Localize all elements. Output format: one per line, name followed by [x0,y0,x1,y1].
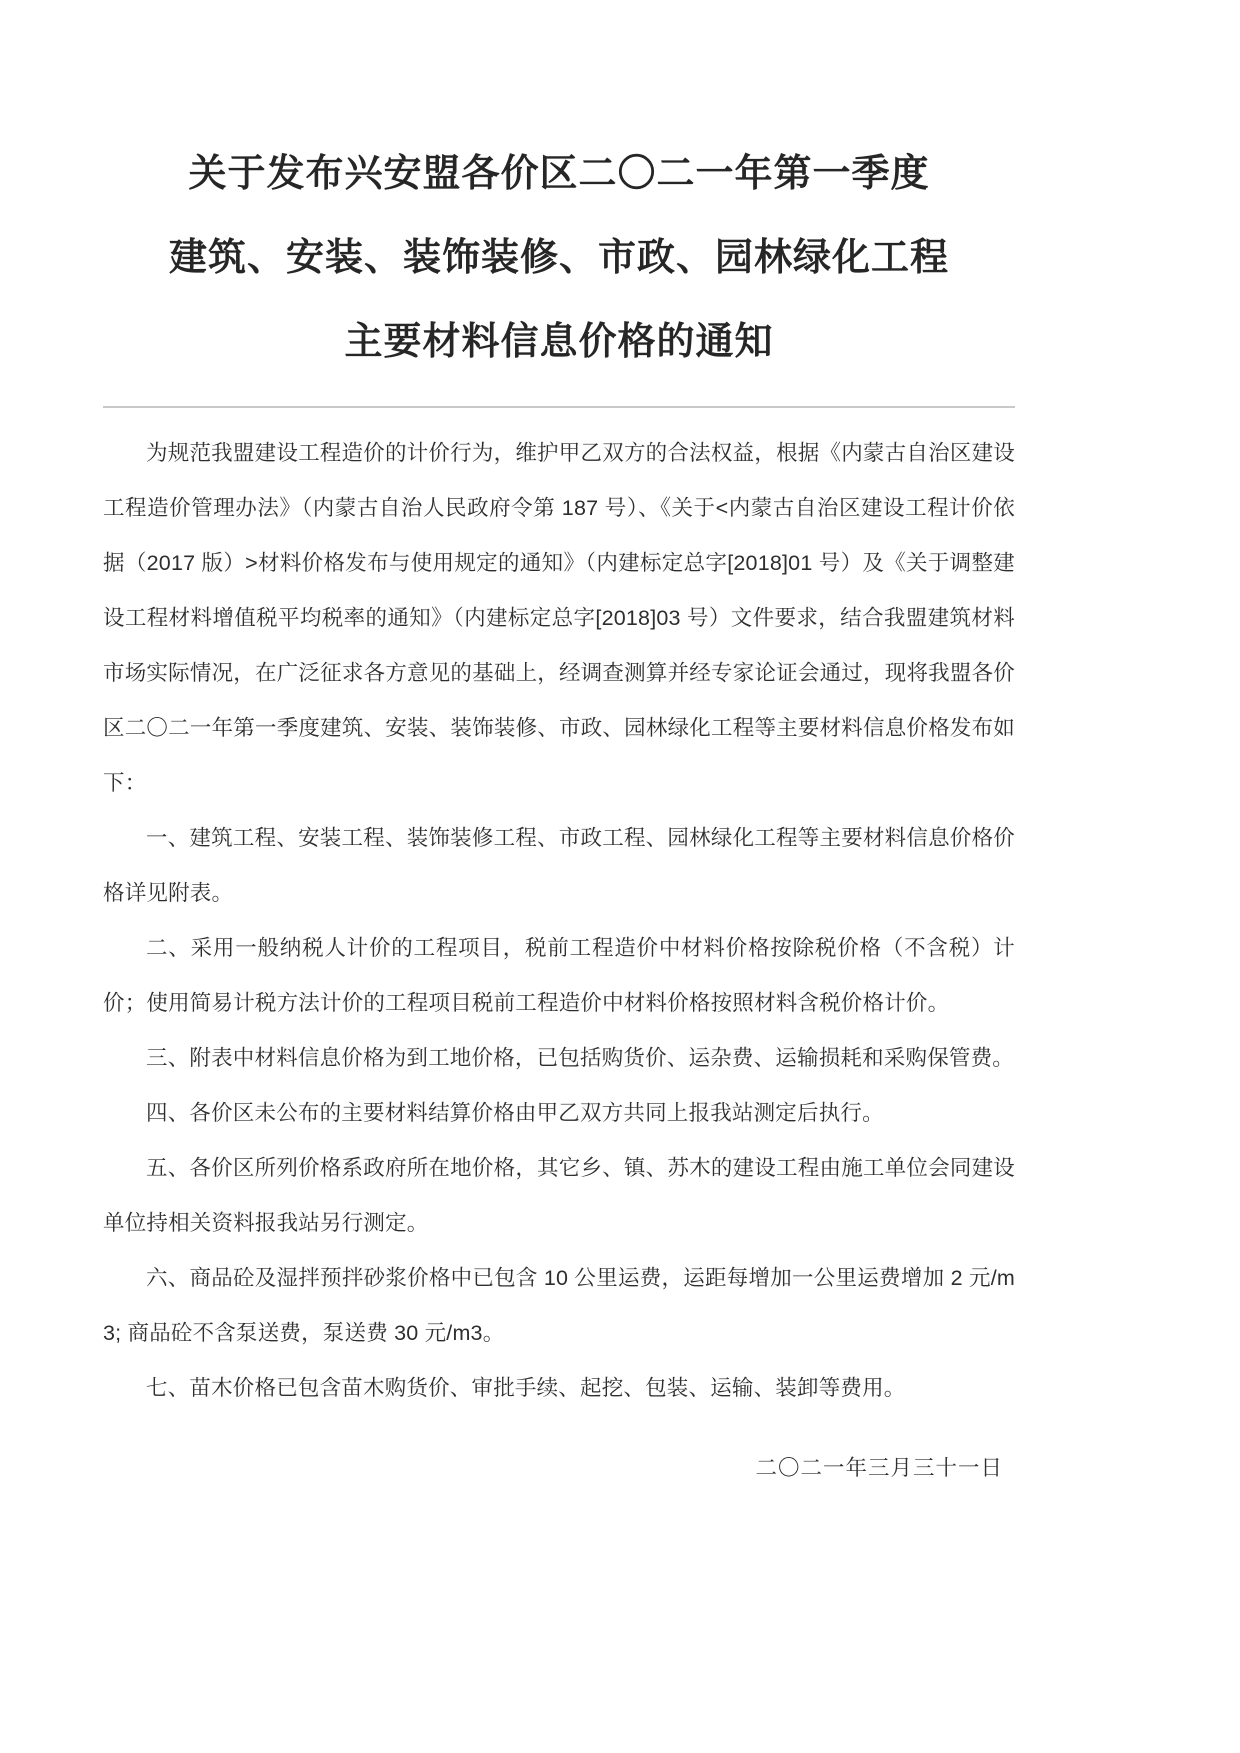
document-content [103,0,1015,1494]
list-item-4: 四、各价区未公布的主要材料结算价格由甲乙双方共同上报我站测定后执行。 [146,1101,884,1125]
title-divider [103,406,1015,408]
list-item-6: 六、商品砼及湿拌预拌砂浆价格中已包含 10 公里运费，运距每增加一公里运费增加 2 元/m3; 商品砼不含泵送费，泵送费 30 元/m3。 [103,1266,1015,1345]
document-body [103,426,1015,1494]
list-item-7: 七、苗木价格已包含苗木购货价、审批手续、起挖、包装、运输、装卸等费用。 [146,1376,906,1400]
list-item-2: 二、采用一般纳税人计价的工程项目，税前工程造价中材料价格按除税价格（不含税）计价；使用简易计税方法计价的工程项目税前工程造价中材料价格按照材料含税价格计价。 [103,936,1015,1015]
list-item-5: 五、各价区所列价格系政府所在地价格，其它乡、镇、苏木的建设工程由施工单位会同建设单位持相关资料报我站另行测定。 [103,1156,1015,1235]
preamble-paragraph: 为规范我盟建设工程造价的计价行为，维护甲乙双方的合法权益，根据《内蒙古自治区建设工程造价管理办法》（内蒙古自治人民政府令第 187 号）、《关于<内蒙古自治区建设工程计价依据（2017 版）>材料价格发布与使用规定的通知》（内建标定总字[2018]01 号）及《关于调整建设工程材料增值税平均税率的通知》（内建标定总字[2018]03 号）文件要求，结合我盟建筑材料市场实际情况，在广泛征求各方意见的基础上，经调查测算并经专家论证会通过，现将我盟各价区二〇二一年第一季度建筑、安装、装饰装修、市政、园林绿化工程等主要材料信息价格发布如下： [103,441,1015,795]
list-item-1: 一、建筑工程、安装工程、装饰装修工程、市政工程、园林绿化工程等主要材料信息价格价格详见附表。 [103,826,1015,905]
title-line-2: 建筑、安装、装饰装修、市政、园林绿化工程 [168,237,949,279]
document-date: 二〇二一年三月三十一日 [755,1456,1003,1480]
list-item-3: 三、附表中材料信息价格为到工地价格，已包括购货价、运杂费、运输损耗和采购保管费。 [146,1046,1015,1070]
title-line-3: 主要材料信息价格的通知 [344,321,774,363]
page-title [103,0,1015,384]
title-line-1: 关于发布兴安盟各价区二〇二一年第一季度 [188,153,930,195]
